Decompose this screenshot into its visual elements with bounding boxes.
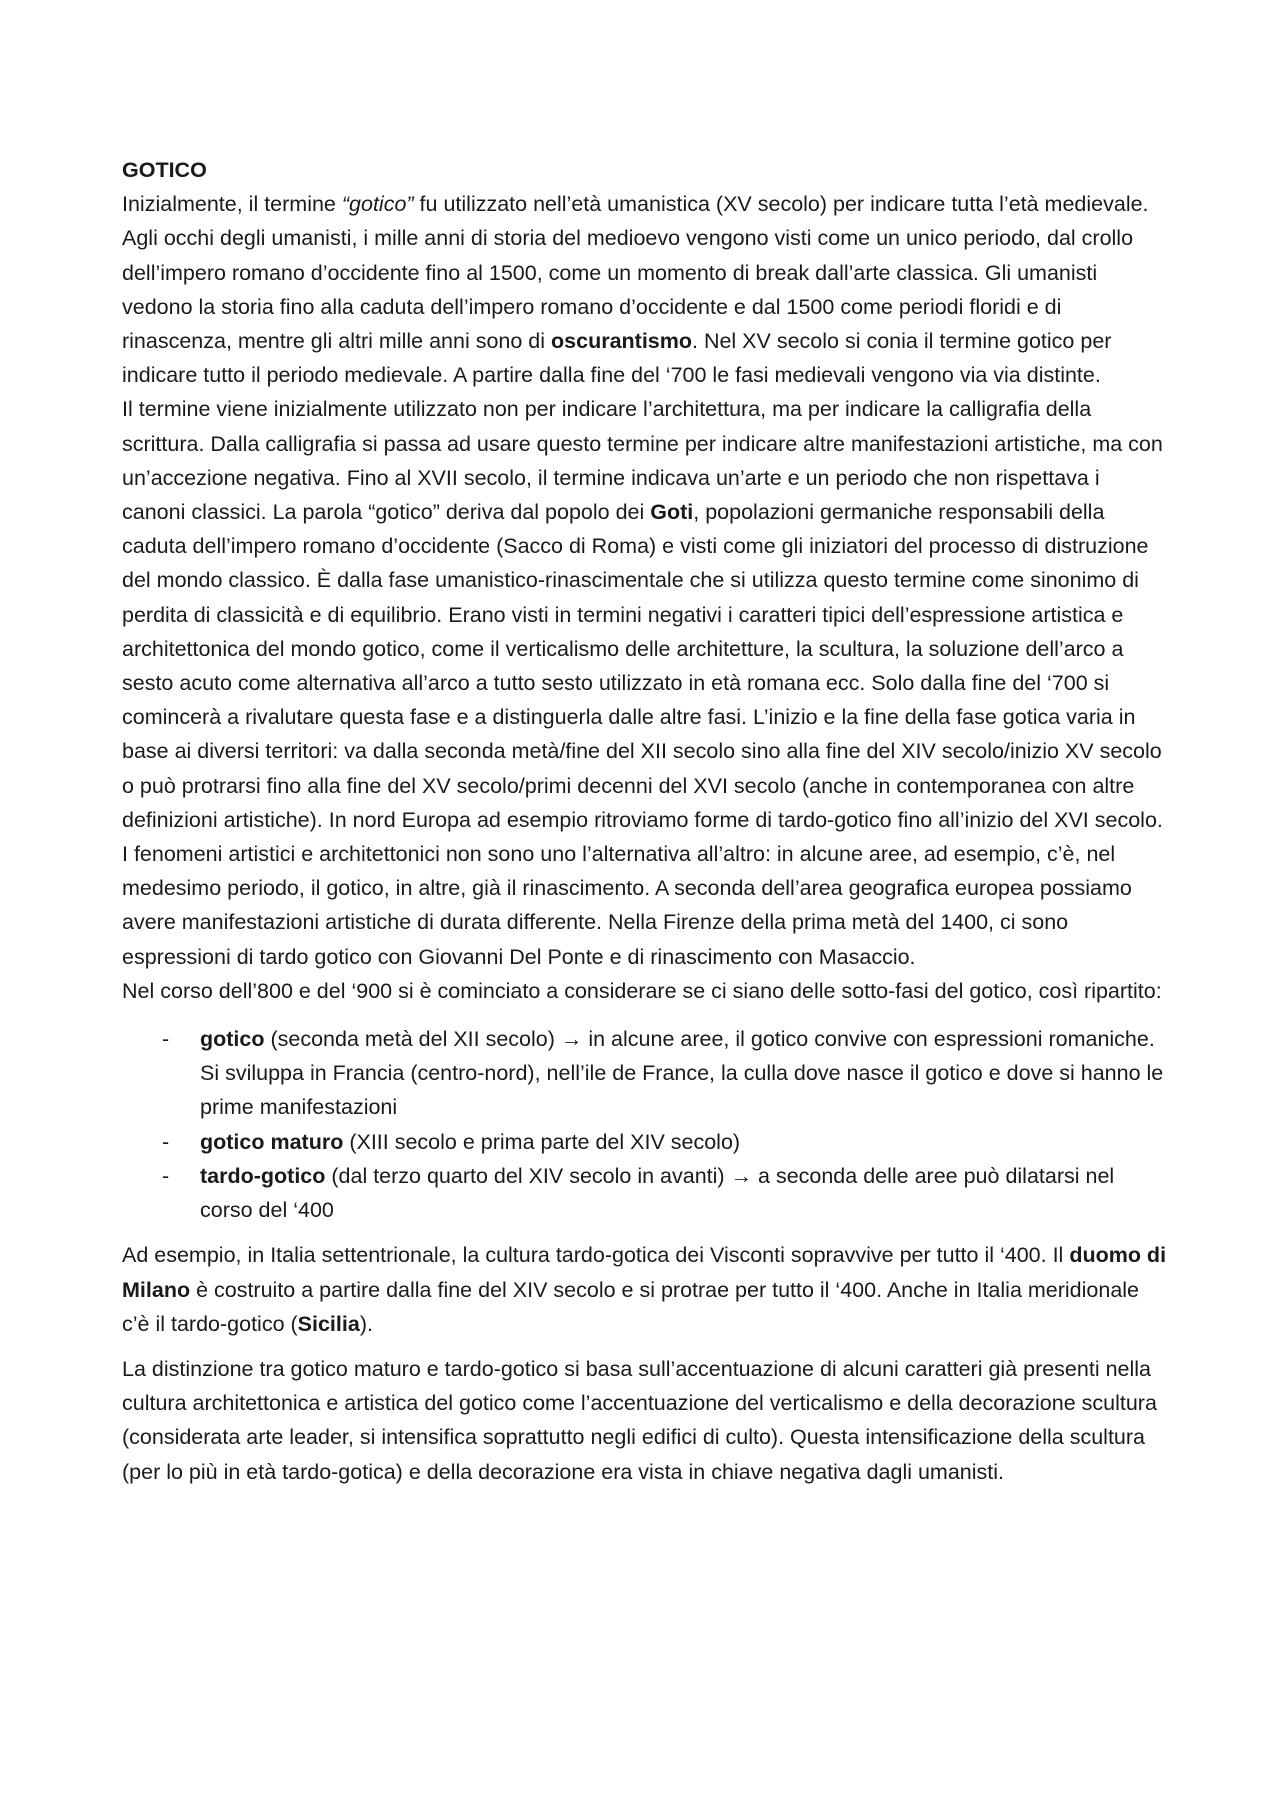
- phases-list: [122, 1022, 1167, 1227]
- phase-name: gotico maturo: [200, 1129, 344, 1154]
- document-page: [122, 153, 1167, 1489]
- origin-text-2: , popolazioni germaniche responsabili della caduta dell’impero romano d’occidente (Sacco di Roma) e visti come gli iniziatori del processo di distruzione del mondo classico. È dalla fase umanistico-rinascimentale che si utilizza questo termine come sinonimo di perdita di classicità e di equilibrio. Erano visti in termini negativi i caratteri tipici dell’espressione artistica e architettonica del mondo gotico, come il verticalismo delle architetture, la scultura, la soluzione dell’arco a sesto acuto come alternativa all’arco a tutto sesto utilizzato in età romana ecc. Solo dalla fine del ‘700 si comincerà a rivalutare questa fase e a distinguerla dalle altre fasi. L’inizio e la fine della fase gotica varia in base ai diversi territori: va dalla seconda metà/fine del XII secolo sino alla fine del XIV secolo/inizio XV secolo o può protrarsi fino alla fine del XV secolo/primi decenni del XVI secolo (anche in contemporanea con altre definizioni artistiche). In nord Europa ad esempio ritroviamo forme di tardo-gotico fino all’inizio del XVI secolo. I fenomeni artistici e architettonici non sono uno l’alternativa all’altro: in alcune aree, ad esempio, c’è, nel medesimo periodo, il gotico, in altre, già il rinascimento. A seconda dell’area geografica europea possiamo avere manifestazioni artistiche di durata differente. Nella Firenze della prima metà del 1400, ci sono espressioni di tardo gotico con Giovanni Del Ponte e di rinascimento con Masaccio.: [122, 500, 1163, 969]
- list-dash: -: [162, 1129, 170, 1154]
- document-title: GOTICO: [122, 158, 207, 182]
- intro-text-3: . Nel XV secolo si conia il termine gotico per indicare tutto il periodo medievale. A partire dalla fine del ‘700 le fasi medievali vengono via via distinte.: [122, 329, 1112, 388]
- intro-text-1: Inizialmente, il termine: [122, 192, 342, 217]
- examples-term-duomo: duomo di Milano: [122, 1243, 1167, 1302]
- phase-name: tardo-gotico: [200, 1163, 326, 1188]
- intro-term-gotico: “gotico”: [341, 192, 414, 217]
- paragraph-subphases-intro: Nel corso dell’800 e del ‘900 si è cominciato a considerare se ci siano delle sotto-fasi del gotico, così ripartito:: [122, 978, 1162, 1003]
- list-item: [122, 1159, 1167, 1227]
- paragraph-distinction: La distinzione tra gotico maturo e tardo-gotico si basa sull’accentuazione di alcuni caratteri già presenti nella cultura architettonica e artistica del gotico come l’accentuazione del verticalismo e della decorazione scultura (considerata arte leader, si intensifica soprattutto negli edifici di culto). Questa intensificazione della scultura (per lo più in età tardo-gotica) e della decorazione era vista in chiave negativa dagli umanisti.: [122, 1356, 1157, 1484]
- phase-description: (XIII secolo e prima parte del XIV secolo): [343, 1129, 741, 1154]
- list-item: [122, 1125, 1167, 1159]
- list-dash: -: [162, 1027, 170, 1052]
- paragraph-examples: [122, 1238, 1167, 1341]
- list-dash: -: [162, 1163, 170, 1188]
- origin-text-1: Il termine viene inizialmente utilizzato non per indicare l’architettura, ma per indicare la calligrafia della scrittura. Dalla calligrafia si passa ad usare questo termine per indicare altre manifestazioni artistiche, ma con un’accezione negativa. Fino al XVII secolo, il termine indicava un’arte e un periodo che non rispettava i canoni classici. La parola “gotico” deriva dal popolo dei: [122, 397, 1163, 525]
- phase-name: gotico: [200, 1027, 265, 1052]
- intro-term-oscurantismo: oscurantismo: [551, 329, 692, 354]
- examples-text-3: ).: [359, 1311, 373, 1336]
- paragraph-term-origin: [122, 392, 1167, 973]
- examples-term-sicilia: Sicilia: [297, 1311, 360, 1336]
- origin-term-goti: Goti: [650, 500, 694, 525]
- list-item: [122, 1022, 1167, 1125]
- phase-description: (seconda metà del XII secolo) → in alcune aree, il gotico convive con espressioni romaniche. Si sviluppa in Francia (centro-nord), nell’ile de France, la culla dove nasce il gotico e dove si hanno le prime manifestazioni: [200, 1027, 1164, 1120]
- examples-text-2: è costruito a partire dalla fine del XIV secolo e si protrae per tutto il ‘400. Anche in Italia meridionale c’è il tardo-gotico (: [122, 1277, 1140, 1336]
- intro-text-2: fu utilizzato nell’età umanistica (XV secolo) per indicare tutta l’età medievale. Agli occhi degli umanisti, i mille anni di storia del medioevo vengono visti come un unico periodo, dal crollo dell’impero romano d’occidente fino al 1500, come un momento di break dall’arte classica. Gli umanisti vedono la storia fino alla caduta dell’impero romano d’occidente e dal 1500 come periodi floridi e di rinascenza, mentre gli altri mille anni sono di: [122, 192, 1149, 354]
- examples-text-1: Ad esempio, in Italia settentrionale, la cultura tardo-gotica dei Visconti sopravvive per tutto il ‘400. Il: [122, 1243, 1070, 1268]
- paragraph-intro: [122, 187, 1167, 392]
- phase-description: (dal terzo quarto del XIV secolo in avanti) → a seconda delle aree può dilatarsi nel corso del ‘400: [200, 1163, 1115, 1223]
